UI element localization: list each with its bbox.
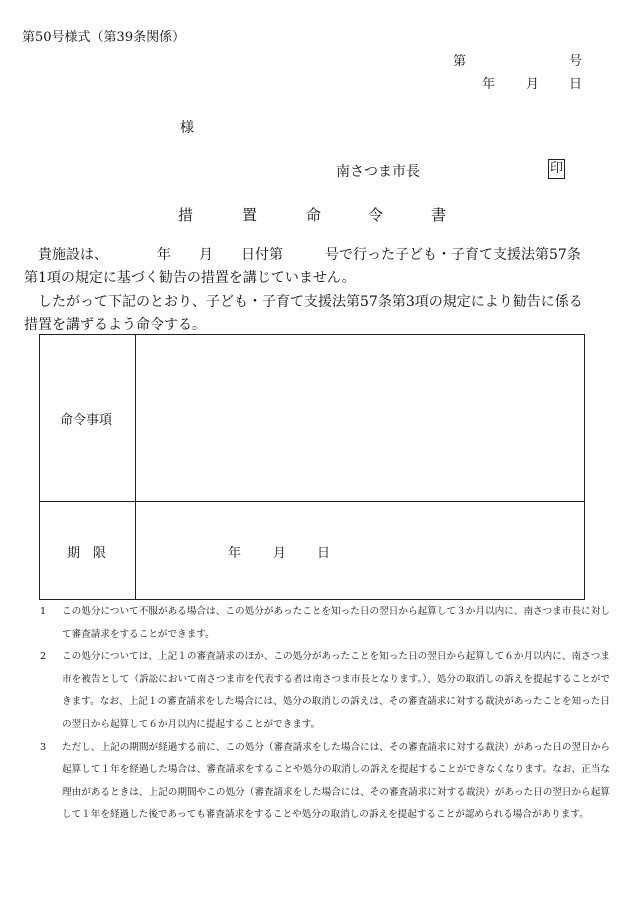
note-text: この処分について不服がある場合は、この処分があったことを知った日の翌日から起算して３か月以内に、南さつま市長に対して審査請求をすることができます。 bbox=[62, 606, 610, 640]
note-text: ただし、上記の期間が経過する前に、この処分（審査請求をした場合には、その審査請求に対する裁決）があった日の翌日から起算して１年を経過した場合は、審査請求をすることや処分の取消しの訴えを提起することができなくなります。なお、正当な理由があるときは、上記の期間やこの処分（審査請求をした場合には、その審査請求に対する裁決）があった日の翌日から起算して１年を経過した後であっても審査請求をすることや処分の取消しの訴えを提起することが認められる場合があります。 bbox=[62, 741, 610, 821]
table-row-divider bbox=[40, 501, 584, 502]
date-year-label: 年 bbox=[482, 77, 496, 92]
body-line: 貴施設は、 年 月 日付第 号で行った子ども・子育て支援法第57条 bbox=[38, 247, 581, 263]
deadline-month-label: 月 bbox=[273, 546, 287, 561]
addressee-honorific: 様 bbox=[180, 120, 194, 136]
doc-number-suffix: 号 bbox=[569, 54, 583, 69]
title-char: 置 bbox=[242, 206, 258, 224]
seal-mark: 印 bbox=[548, 159, 565, 179]
date-month-label: 月 bbox=[526, 77, 540, 92]
note-number: 1 bbox=[40, 606, 47, 617]
table-column-divider bbox=[135, 335, 136, 599]
note-number: 2 bbox=[40, 651, 47, 663]
note-number: 3 bbox=[40, 741, 47, 753]
order-items-label: 命令事項 bbox=[60, 413, 113, 428]
remedy-notes bbox=[40, 601, 610, 827]
title-char: 令 bbox=[368, 206, 384, 224]
issuer-name: 南さつま市長 bbox=[336, 164, 420, 180]
body-line: したがって下記のとおり、子ども・子育て支援法第57条第3項の規定により勧告に係る bbox=[38, 294, 583, 310]
note-item bbox=[40, 601, 610, 646]
deadline-year-label: 年 bbox=[228, 546, 242, 561]
order-table bbox=[39, 334, 585, 600]
note-item bbox=[40, 646, 610, 736]
title-char: 命 bbox=[306, 206, 322, 224]
deadline-label: 期 限 bbox=[67, 546, 107, 561]
deadline-day-label: 日 bbox=[317, 546, 331, 561]
note-item bbox=[40, 737, 610, 827]
title-char: 書 bbox=[431, 206, 447, 224]
form-number: 第50号様式（第39条関係） bbox=[22, 30, 186, 45]
body-line: 措置を講ずるよう命令する。 bbox=[24, 317, 206, 333]
doc-number-prefix: 第 bbox=[453, 54, 467, 69]
title-char: 措 bbox=[178, 206, 194, 224]
date-day-label: 日 bbox=[569, 77, 583, 92]
body-line: 第1項の規定に基づく勧告の措置を講じていません。 bbox=[24, 270, 356, 286]
note-text: この処分については、上記１の審査請求のほか、この処分があったことを知った日の翌日から起算して６か月以内に、南さつま市を被告として（訴訟において南さつま市を代表する者は南さつま市長となります。）、処分の取消しの訴えを提起することができます。なお、上記１の審査請求をした場合には、処分の取消しの訴えは、その審査請求に対する裁決があったことを知った日の翌日から起算して６か月以内に提起することができます。 bbox=[62, 651, 610, 730]
body-paragraph-1 bbox=[24, 244, 614, 290]
body-paragraph-2 bbox=[24, 291, 614, 337]
